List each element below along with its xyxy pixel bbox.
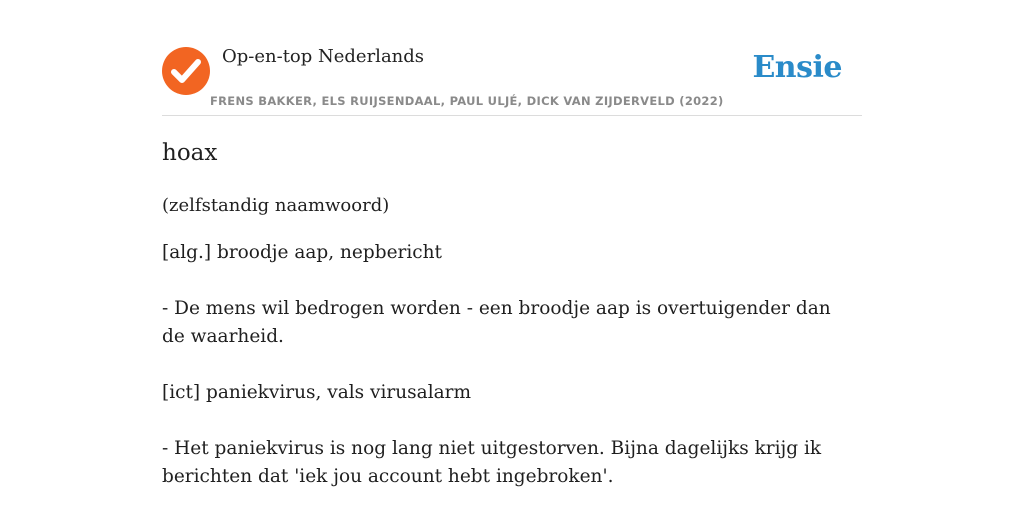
- sense-example-ict: - Het paniekvirus is nog lang niet uitgestorven. Bijna dagelijks krijg ik berichten dat 'iek jou account hebt ingebroken'.: [162, 438, 822, 487]
- part-of-speech: (zelfstandig naamwoord): [162, 195, 390, 216]
- source-logo[interactable]: [162, 47, 210, 95]
- book-authors: FRENS BAKKER, ELS RUIJSENDAAL, PAUL ULJÉ, DICK VAN ZIJDERVELD (2022): [210, 94, 724, 108]
- checkmark-icon: [162, 47, 210, 95]
- sense-example-general: - De mens wil bedrogen worden - een broodje aap is overtuigender dan de waarheid.: [162, 298, 831, 347]
- entry-card: [162, 0, 862, 487]
- headword: hoax: [162, 140, 218, 166]
- source-header: [162, 0, 862, 116]
- brand-logo[interactable]: Ensie: [752, 50, 842, 85]
- sense-definition-general: [alg.] broodje aap, nepbericht: [162, 242, 442, 263]
- book-title[interactable]: Op-en-top Nederlands: [222, 46, 425, 67]
- sense-definition-ict: [ict] paniekvirus, vals virusalarm: [162, 382, 472, 403]
